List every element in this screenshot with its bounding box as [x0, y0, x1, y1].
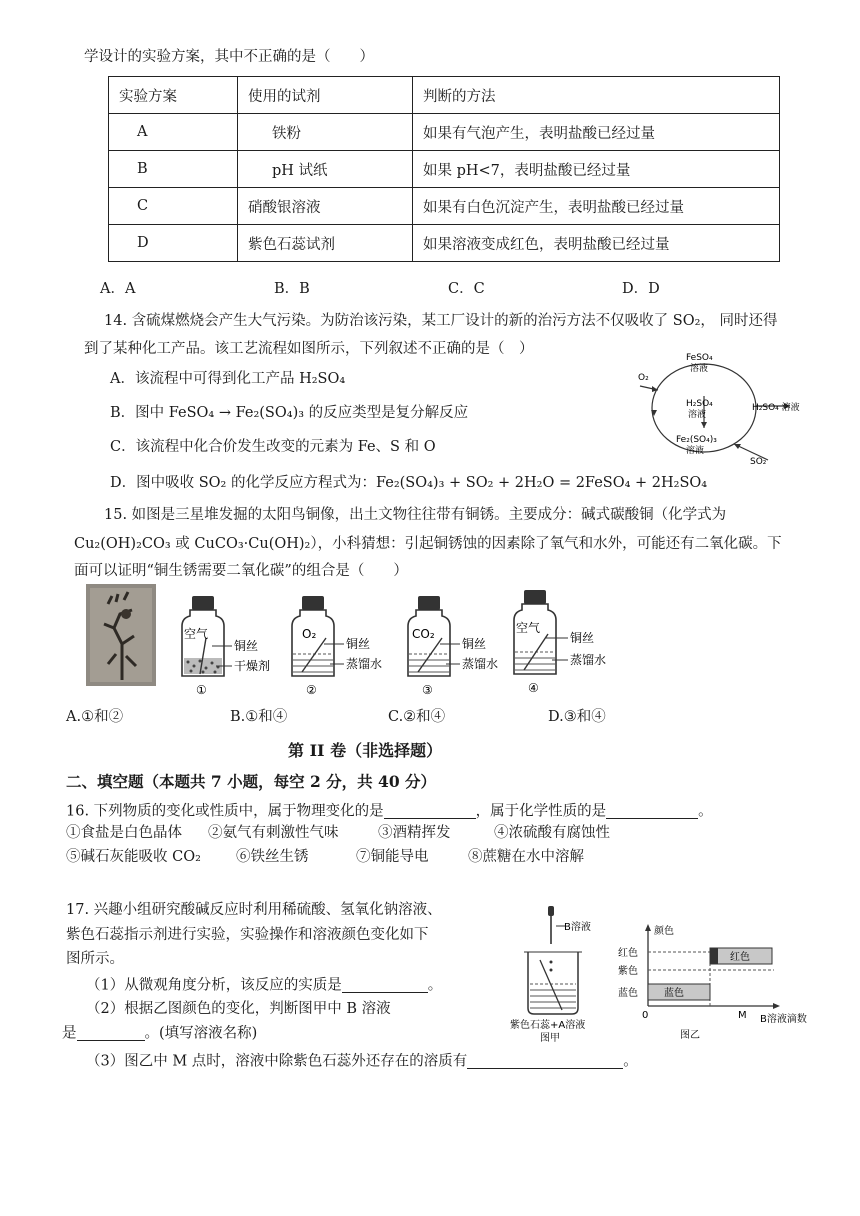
q16-stem — [66, 804, 713, 819]
section2-title: 二、填空题（本题共 7 小题，每空 2 分，共 40 分） — [66, 772, 437, 791]
answer-blank[interactable] — [342, 978, 428, 993]
diagram-label: 溶液 — [688, 410, 707, 420]
q17-sub2b — [62, 1026, 257, 1041]
figure-a-beaker — [506, 904, 606, 1044]
q16-item: ⑥铁丝生锈 — [236, 849, 309, 865]
q16-stem-b: ，属于化学性质的是 — [475, 803, 607, 820]
q17-sub2b-text: 是 — [62, 1025, 77, 1042]
y-axis-label: 颜色 — [654, 926, 674, 937]
m-point-label: M — [738, 1010, 747, 1021]
bottle-gas-label: 空气 — [516, 621, 541, 635]
table-cell: 铁粉 — [238, 114, 413, 151]
bottle-number: ③ — [422, 683, 433, 697]
dropper-label: B溶液 — [564, 922, 591, 933]
x-axis-label: B溶液滴数 — [760, 1014, 807, 1025]
bottle-number: ④ — [528, 681, 539, 695]
q16-stem-c: 。 — [698, 803, 713, 820]
table-cell: B — [109, 151, 238, 188]
diagram-label: Fe₂(SO₄)₃ — [676, 435, 717, 445]
table-cell: 如果溶液变成红色，表明盐酸已经过量 — [413, 225, 780, 262]
figure-b-color-chart — [614, 922, 832, 1046]
option-a[interactable]: A．A — [100, 281, 136, 297]
bottle-gas-label: 空气 — [184, 627, 209, 641]
q16-item: ⑧蔗糖在水中溶解 — [468, 849, 584, 865]
table-cell: pH 试纸 — [238, 151, 413, 188]
bottle-2 — [286, 594, 396, 698]
sun-bird-bronze-photo — [86, 584, 156, 686]
diagram-label: 溶液 — [690, 364, 709, 374]
q13-stem: 学设计的实验方案，其中不正确的是（ ） — [84, 49, 374, 65]
table-cell: A — [109, 114, 238, 151]
bottle-gas-label: CO₂ — [412, 627, 435, 641]
option-c[interactable]: C.②和④ — [388, 709, 446, 725]
q13-table — [108, 76, 780, 262]
q16-item: ①食盐是白色晶体 — [66, 825, 182, 841]
bottle-wire-label: 铜丝 — [234, 639, 259, 653]
option-a[interactable]: A．该流程中可得到化工产品 H₂SO₄ — [110, 371, 346, 387]
diagram-label: H₂SO₄ 溶液 — [752, 403, 800, 413]
answer-blank[interactable] — [384, 804, 476, 819]
q17-line3: 图所示。 — [66, 951, 124, 967]
q17-sub1-end: 。 — [427, 977, 443, 994]
table-cell: 如果 pH<7，表明盐酸已经过量 — [413, 151, 780, 188]
option-b[interactable]: B.①和④ — [230, 709, 288, 725]
q17-sub1 — [86, 978, 442, 993]
bottle-number: ② — [306, 683, 317, 697]
table-row — [109, 188, 780, 225]
table-cell: C — [109, 188, 238, 225]
diagram-label: SO₂ — [750, 457, 767, 467]
option-b[interactable]: B．B — [274, 281, 310, 297]
table-row — [109, 114, 780, 151]
q17-sub3-text: （3）图乙中 M 点时，溶液中除紫色石蕊外还存在的溶质有 — [86, 1053, 468, 1070]
bottle-gas-label: O₂ — [302, 627, 317, 641]
level-label: 紫色 — [618, 966, 638, 977]
bottle-medium-label: 蒸馏水 — [462, 657, 499, 671]
bottle-wire-label: 铜丝 — [346, 637, 371, 651]
box-blue-label: 蓝色 — [664, 988, 684, 999]
bottle-number: ① — [196, 683, 207, 697]
bottle-4 — [508, 588, 628, 698]
origin-label: 0 — [642, 1010, 649, 1021]
option-d[interactable]: D.③和④ — [548, 709, 606, 725]
q17-sub2: （2）根据乙图颜色的变化，判断图甲中 B 溶液 — [86, 1001, 391, 1017]
table-cell: 如果有气泡产生，表明盐酸已经过量 — [413, 114, 780, 151]
q16-item: ③酒精挥发 — [378, 825, 451, 841]
option-b[interactable]: B．图中 FeSO₄ → Fe₂(SO₄)₃ 的反应类型是复分解反应 — [110, 405, 469, 421]
q15-stem-line2: Cu₂(OH)₂CO₃ 或 CuCO₃·Cu(OH)₂），小科猜想：引起铜锈蚀的因素除了氧气和水外，可能还有二氧化碳。下 — [74, 536, 782, 552]
q17-line2: 紫色石蕊指示剂进行实验，实验操作和溶液颜色变化如下 — [66, 927, 429, 943]
option-a[interactable]: A.①和② — [66, 709, 124, 725]
option-c[interactable]: C．该流程中化合价发生改变的元素为 Fe、S 和 O — [110, 439, 436, 455]
q17-sub2-end: 。(填写溶液名称) — [144, 1025, 258, 1042]
q15-stem-line3: 面可以证明“铜生锈需要二氧化碳”的组合是（ ） — [74, 563, 408, 579]
answer-blank[interactable] — [467, 1054, 623, 1069]
bottle-wire-label: 铜丝 — [462, 637, 487, 651]
answer-blank[interactable] — [606, 804, 698, 819]
table-header: 判断的方法 — [413, 77, 780, 114]
part2-title: 第 II 卷（非选择题） — [288, 741, 443, 760]
q17-line1: 17. 兴趣小组研究酸碱反应时利用稀硫酸、氢氧化钠溶液、 — [66, 902, 442, 918]
q16-item: ④浓硫酸有腐蚀性 — [494, 825, 610, 841]
q16-stem-a: 16. 下列物质的变化或性质中，属于物理变化的是 — [66, 803, 384, 820]
table-cell: D — [109, 225, 238, 262]
diagram-label: FeSO₄ — [686, 353, 713, 363]
option-c[interactable]: C．C — [448, 281, 485, 297]
beaker-label: 紫色石蕊+A溶液 — [510, 1020, 586, 1031]
diagram-label: O₂ — [638, 373, 649, 383]
bottle-3 — [402, 594, 512, 698]
figure-b-caption: 图乙 — [680, 1030, 700, 1041]
diagram-label: H₂SO₄ — [686, 399, 713, 409]
q14-stem-line1: 14. 含硫煤燃烧会产生大气污染。为防治该污染，某工厂设计的新的治污方法不仅吸收了 SO₂， 同时还得 — [104, 313, 778, 329]
table-row — [109, 151, 780, 188]
q16-item: ⑤碱石灰能吸收 CO₂ — [66, 849, 201, 865]
q16-item: ⑦铜能导电 — [356, 849, 429, 865]
q17-sub3-end: 。 — [623, 1053, 638, 1070]
figure-a-caption: 图甲 — [540, 1033, 560, 1044]
table-header: 使用的试剂 — [238, 77, 413, 114]
q17-sub3 — [86, 1054, 638, 1069]
level-label: 蓝色 — [618, 988, 638, 999]
bottle-medium-label: 蒸馏水 — [570, 653, 607, 667]
table-header-row — [109, 77, 780, 114]
bottle-medium-label: 干燥剂 — [234, 659, 271, 673]
table-header: 实验方案 — [109, 77, 238, 114]
level-label: 红色 — [618, 948, 638, 959]
q14-flow-diagram — [630, 346, 830, 470]
bottle-medium-label: 蒸馏水 — [346, 657, 383, 671]
box-red-label: 红色 — [730, 952, 750, 963]
table-row — [109, 225, 780, 262]
option-d[interactable]: D．图中吸收 SO₂ 的化学反应方程式为：Fe₂(SO₄)₃ + SO₂ + 2H₂O = 2FeSO₄ + 2H₂SO₄ — [110, 475, 708, 491]
q17-sub1-text: （1）从微观角度分析，该反应的实质是 — [86, 977, 342, 994]
table-cell: 紫色石蕊试剂 — [238, 225, 413, 262]
q16-item: ②氨气有刺激性气味 — [208, 825, 339, 841]
table-cell: 硝酸银溶液 — [238, 188, 413, 225]
option-d[interactable]: D．D — [622, 281, 660, 297]
bottle-1 — [176, 594, 276, 698]
bottle-wire-label: 铜丝 — [570, 631, 595, 645]
diagram-label: 溶液 — [686, 446, 705, 456]
answer-blank[interactable] — [77, 1026, 145, 1041]
table-cell: 如果有白色沉淀产生，表明盐酸已经过量 — [413, 188, 780, 225]
q15-stem-line1: 15. 如图是三星堆发掘的太阳鸟铜像，出土文物往往带有铜锈。主要成分：碱式碳酸铜（化学式为 — [104, 507, 727, 523]
q14-stem-line2: 到了某种化工产品。该工艺流程如图所示，下列叙述不正确的是（ ） — [84, 341, 534, 357]
